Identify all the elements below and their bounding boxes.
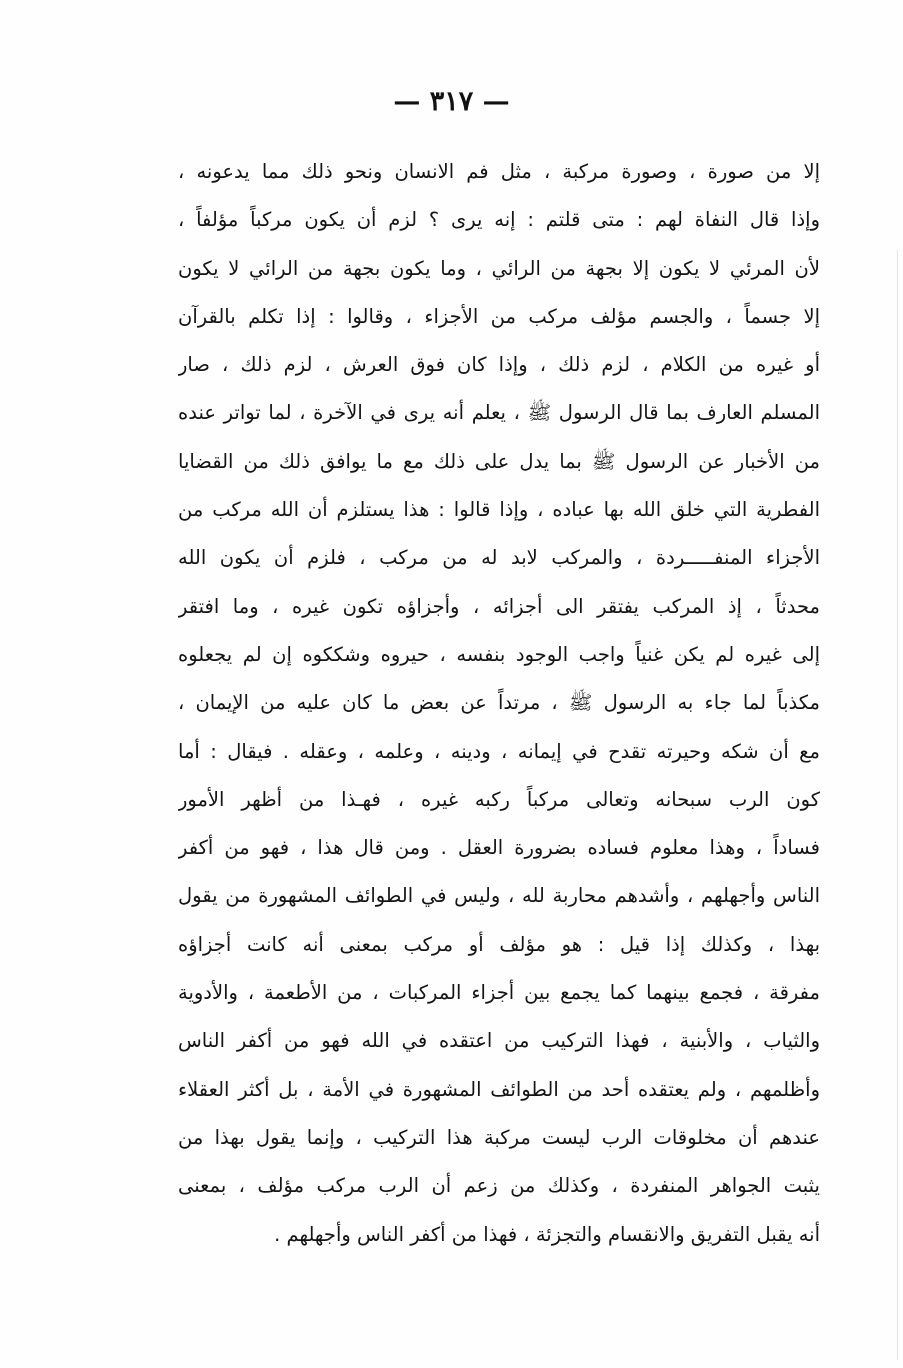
text-line: إلا جسماً ، والجسم مؤلف مركب من الأجزاء ، وقالوا : إذا تكلم بالقرآن xyxy=(178,304,820,328)
text-line: أو غيره من الكلام ، لزم ذلك ، وإذا كان فوق العرش ، لزم ذلك ، صار xyxy=(178,353,820,377)
text-line: محدثاً ، إذ المركب يفتقر الى أجزائه ، وأجزاؤه تكون غيره ، وما افتقر xyxy=(178,594,820,618)
text-line: كون الرب سبحانه وتعالى مركباً ركبه غيره ، فهـذا من أظهر الأمور xyxy=(178,787,820,811)
text-line: لأن المرئي لا يكون إلا بجهة من الرائي ، وما يكون بجهة من الرائي لا يكون xyxy=(178,256,820,280)
text-line: مفرقة ، فجمع بينهما كما يجمع بين أجزاء المركبات ، من الأطعمة ، والأدوية xyxy=(178,981,820,1005)
text-line: الفطرية التي خلق الله بها عباده ، وإذا قالوا : هذا يستلزم أن الله مركب من xyxy=(178,498,820,522)
text-line: يثبت الجواهر المنفردة ، وكذلك من زعم أن الرب مركب مؤلف ، بمعنى xyxy=(178,1174,820,1198)
text-line: عندهم أن مخلوقات الرب ليست مركبة هذا التركيب ، وإنما يقول بهذا من xyxy=(178,1125,820,1149)
text-line: الأجزاء المنفـــــردة ، والمركب لابد له من مركب ، فلزم أن يكون الله xyxy=(178,546,820,570)
text-line: إلى غيره لم يكن غنياً واجب الوجود بنفسه ، حيروه وشككوه إن لم يجعلوه xyxy=(178,642,820,666)
body-text xyxy=(178,148,820,1259)
text-line: إلا من صورة ، وصورة مركبة ، مثل فم الانسان ونحو ذلك مما يدعونه ، xyxy=(178,160,820,183)
text-line: الناس وأجهلهم ، وأشدهم محاربة لله ، وليس في الطوائف المشهورة من يقول xyxy=(178,884,820,908)
page-edge-line xyxy=(897,250,898,1360)
text-line: وأظلمهم ، ولم يعتقده أحد من الطوائف المشهورة في الأمة ، بل أكثر العقلاء xyxy=(178,1077,820,1101)
text-line: بهذا ، وكذلك إذا قيل : هو مؤلف أو مركب بمعنى أنه كانت أجزاؤه xyxy=(178,932,820,956)
page-number: — ٣١٧ — xyxy=(393,86,510,117)
text-line: من الأخبار عن الرسول ﷺ بما يدل على ذلك مع ما يوافق ذلك من القضايا xyxy=(178,449,820,473)
text-line: مع أن شكه وحيرته تقدح في إيمانه ، ودينه ، وعلمه ، وعقله . فيقال : أما xyxy=(178,739,820,763)
text-line: مكذباً لما جاء به الرسول ﷺ ، مرتداً عن بعض ما كان عليه من الإيمان ، xyxy=(178,691,820,715)
text-line: المسلم العارف بما قال الرسول ﷺ ، يعلم أنه يرى في الآخرة ، لما تواتر عنده xyxy=(178,401,820,425)
text-line: وإذا قال النفاة لهم : متى قلتم : إنه يرى ؟ لزم أن يكون مركباً مؤلفاً ، xyxy=(178,208,820,232)
text-line: والثياب ، والأبنية ، فهذا التركيب من اعتقده في الله فهو من أكفر الناس xyxy=(178,1029,820,1053)
text-line: أنه يقبل التفريق والانقسام والتجزئة ، فهذا من أكفر الناس وأجهلهم . xyxy=(274,1222,820,1246)
text-line: فساداً ، وهذا معلوم فساده بضرورة العقل . ومن قال هذا ، فهو من أكفر xyxy=(178,836,820,860)
